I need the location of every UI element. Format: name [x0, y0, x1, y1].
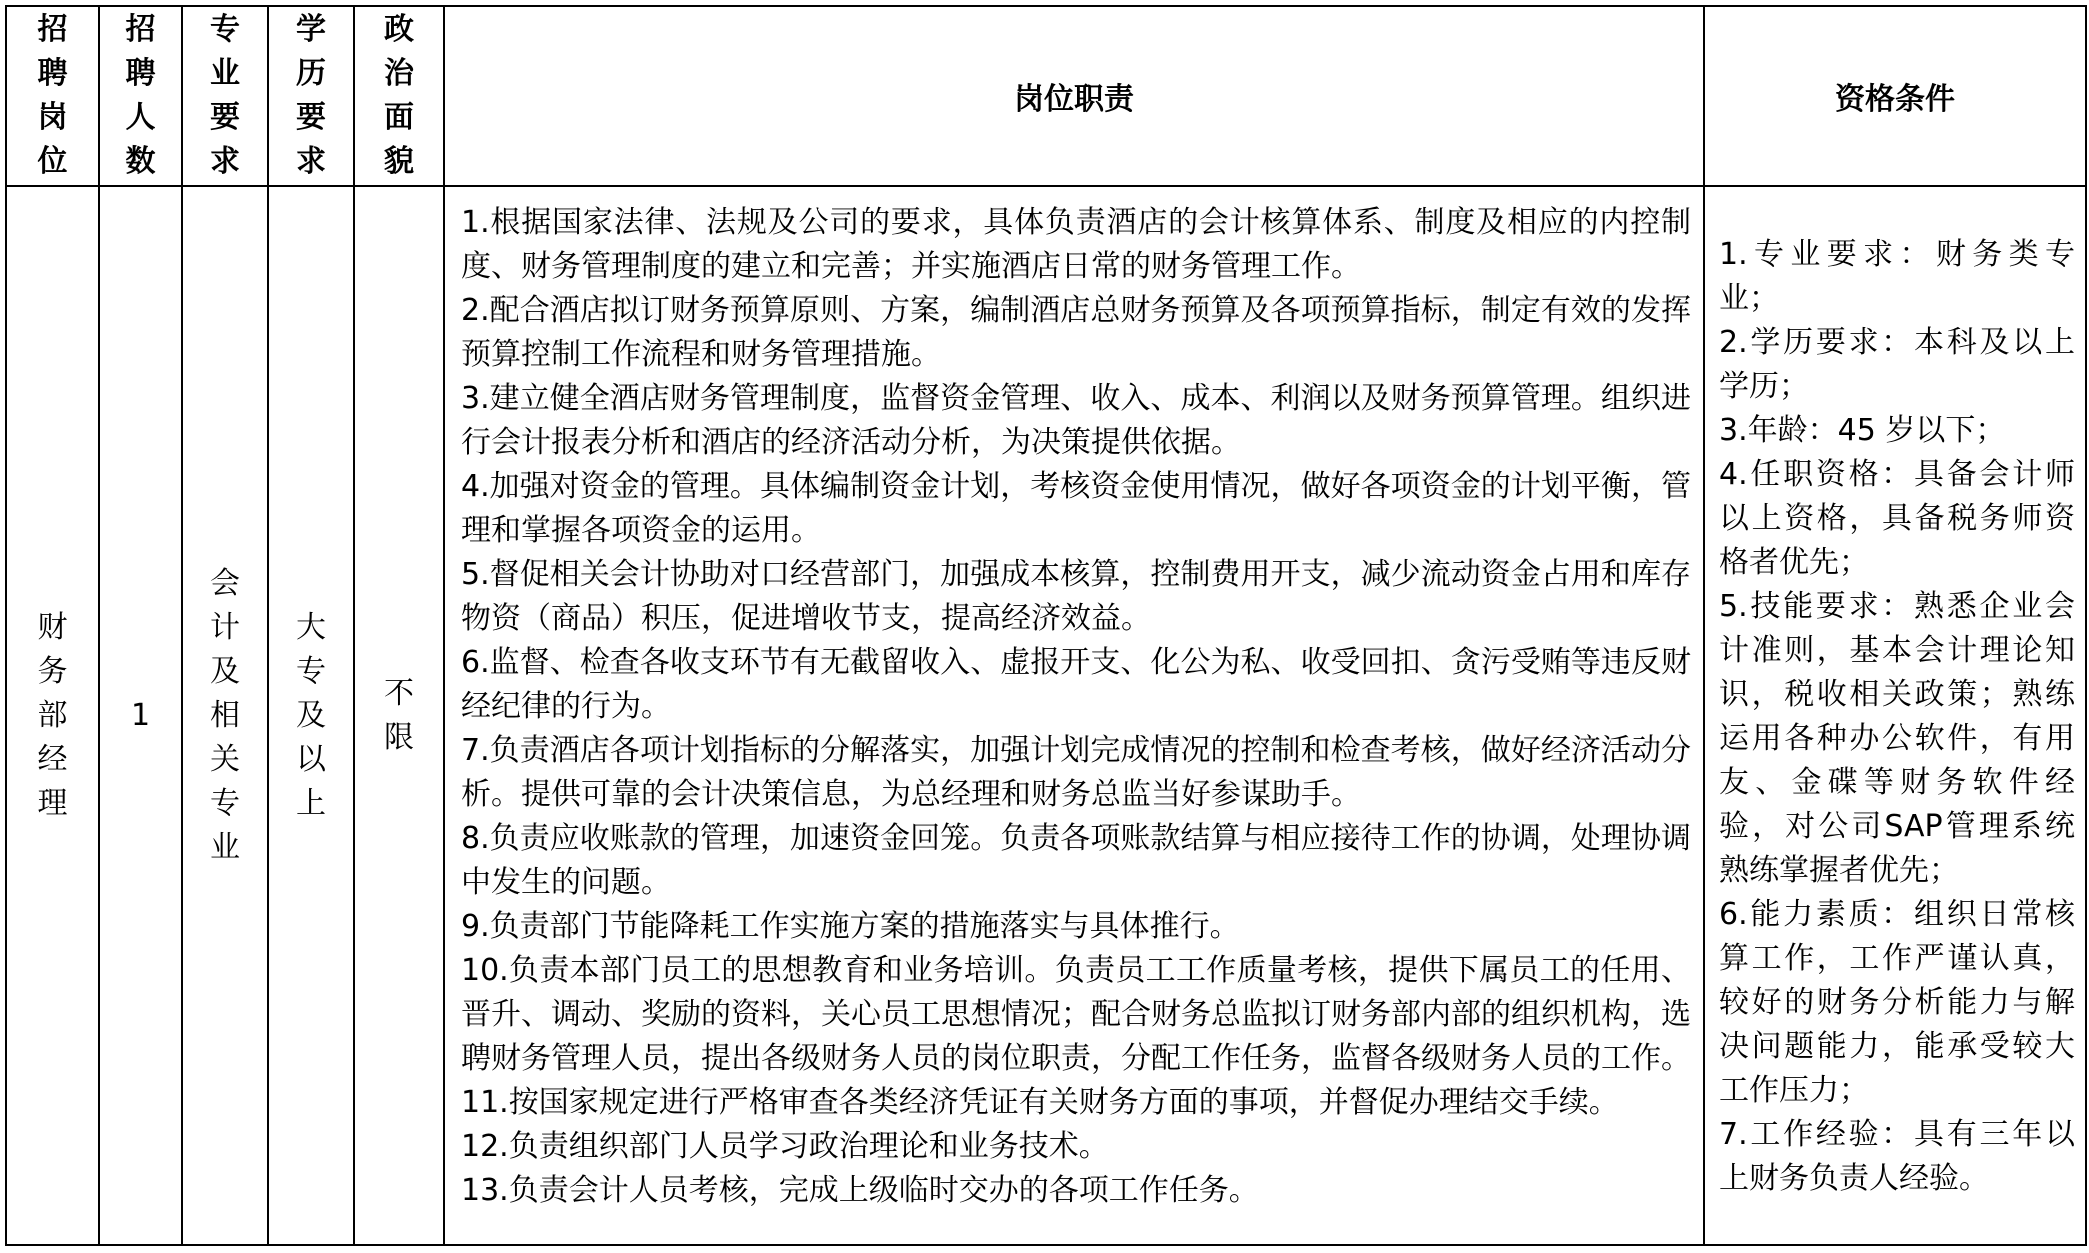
header-qualifications: 资格条件	[1704, 6, 2086, 186]
char: 务	[37, 653, 68, 689]
char: 会	[210, 565, 240, 601]
duty-item: 11.按国家规定进行严格审查各类经济凭证有关财务方面的事项，并督促办理结交手续。	[461, 1085, 1619, 1120]
duty-item: 10.负责本部门员工的思想教育和业务培训。负责员工工作质量考核，提供下属员工的任用、晋升、调动、奖励的资料，关心员工思想情况；配合财务总监拟订财务部内部的组织机构，选聘财务管理人员，提出各级财务人员的岗位职责，分配工作任务，监督各级财务人员的工作。	[461, 953, 1691, 1076]
header-duties: 岗位职责	[444, 6, 1704, 186]
duty-item: 7.负责酒店各项计划指标的分解落实，加强计划完成情况的控制和检查考核，做好经济活动分析。提供可靠的会计决策信息，为总经理和财务总监当好参谋助手。	[461, 733, 1691, 812]
char: 部	[37, 697, 68, 733]
char: 相	[210, 697, 240, 733]
duty-item: 9.负责部门节能降耗工作实施方案的措施落实与具体推行。	[461, 909, 1240, 944]
header-row	[6, 6, 2086, 186]
char: 貌	[384, 144, 414, 179]
duty-item: 5.督促相关会计协助对口经营部门，加强成本核算，控制费用开支，减少流动资金占用和库存物资（商品）积压，促进增收节支，提高经济效益。	[461, 557, 1691, 636]
table-row	[6, 186, 2086, 1245]
cell-major	[182, 186, 268, 1245]
duty-item: 2.配合酒店拟订财务预算原则、方案，编制酒店总财务预算及各项预算指标，制定有效的发挥预算控制工作流程和财务管理措施。	[461, 293, 1691, 372]
qualification-item: 6.能力素质：组织日常核算工作，工作严谨认真，较好的财务分析能力与解决问题能力，能承受较大工作压力；	[1719, 897, 2075, 1108]
char: 以	[296, 741, 326, 777]
header-politics	[354, 6, 444, 186]
char: 计	[210, 609, 240, 645]
qualification-item: 2.学历要求：本科及以上学历；	[1719, 325, 2075, 404]
char: 学	[296, 12, 326, 47]
char: 1	[130, 697, 151, 733]
char: 要	[210, 100, 240, 135]
char: 岗	[37, 100, 68, 135]
char: 求	[210, 144, 240, 179]
char: 治	[384, 56, 414, 91]
char: 不	[384, 675, 414, 711]
qualification-item: 1.专业要求：财务类专业；	[1719, 237, 2075, 316]
duty-item: 4.加强对资金的管理。具体编制资金计划，考核资金使用情况，做好各项资金的计划平衡，管理和掌握各项资金的运用。	[461, 469, 1691, 548]
cell-position	[6, 186, 99, 1245]
char: 经	[37, 741, 68, 777]
char: 及	[296, 697, 326, 733]
char: 人	[125, 100, 156, 135]
char: 招	[125, 12, 156, 47]
duty-item: 1.根据国家法律、法规及公司的要求，具体负责酒店的会计核算体系、制度及相应的内控制度、财务管理制度的建立和完善；并实施酒店日常的财务管理工作。	[461, 205, 1691, 284]
duty-item: 8.负责应收账款的管理，加速资金回笼。负责各项账款结算与相应接待工作的协调，处理协调中发生的问题。	[461, 821, 1691, 900]
duty-item: 3.建立健全酒店财务管理制度，监督资金管理、收入、成本、利润以及财务预算管理。组织进行会计报表分析和酒店的经济活动分析，为决策提供依据。	[461, 381, 1691, 460]
header-position	[6, 6, 99, 186]
cell-duties	[444, 186, 1704, 1245]
cell-politics	[354, 186, 444, 1245]
char: 位	[37, 144, 68, 179]
char: 财	[37, 609, 68, 645]
char: 数	[125, 144, 156, 179]
char: 求	[296, 144, 326, 179]
char: 业	[210, 829, 240, 865]
char: 大	[296, 609, 326, 645]
char: 聘	[125, 56, 156, 91]
char: 限	[384, 719, 414, 755]
qualification-item: 7.工作经验：具有三年以上财务负责人经验。	[1719, 1117, 2075, 1196]
duty-item: 12.负责组织部门人员学习政治理论和业务技术。	[461, 1129, 1109, 1164]
char: 理	[37, 785, 68, 821]
char: 聘	[37, 56, 68, 91]
char: 招	[37, 12, 68, 47]
duty-item: 13.负责会计人员考核，完成上级临时交办的各项工作任务。	[461, 1173, 1259, 1208]
qualification-item: 5.技能要求：熟悉企业会计准则，基本会计理论知识，税收相关政策；熟练运用各种办公软件，有用友、金碟等财务软件经验，对公司SAP管理系统熟练掌握者优先；	[1719, 589, 2075, 888]
char: 政	[384, 12, 414, 47]
char: 上	[296, 785, 326, 821]
char: 专	[210, 12, 240, 47]
char: 专	[210, 785, 240, 821]
header-education	[268, 6, 354, 186]
char: 及	[210, 653, 240, 689]
char: 要	[296, 100, 326, 135]
char: 面	[384, 100, 414, 135]
char: 关	[210, 741, 240, 777]
char: 业	[210, 56, 240, 91]
char: 专	[296, 653, 326, 689]
header-major	[182, 6, 268, 186]
qualification-item: 3.年龄：45 岁以下；	[1719, 413, 2006, 448]
recruitment-table	[5, 5, 2087, 1246]
cell-qualifications	[1704, 186, 2086, 1245]
cell-education	[268, 186, 354, 1245]
header-headcount	[99, 6, 182, 186]
char: 历	[296, 56, 326, 91]
cell-headcount	[99, 186, 182, 1245]
duty-item: 6.监督、检查各收支环节有无截留收入、虚报开支、化公为私、收受回扣、贪污受贿等违反财经纪律的行为。	[461, 645, 1691, 724]
qualification-item: 4.任职资格：具备会计师以上资格，具备税务师资格者优先；	[1719, 457, 2075, 580]
